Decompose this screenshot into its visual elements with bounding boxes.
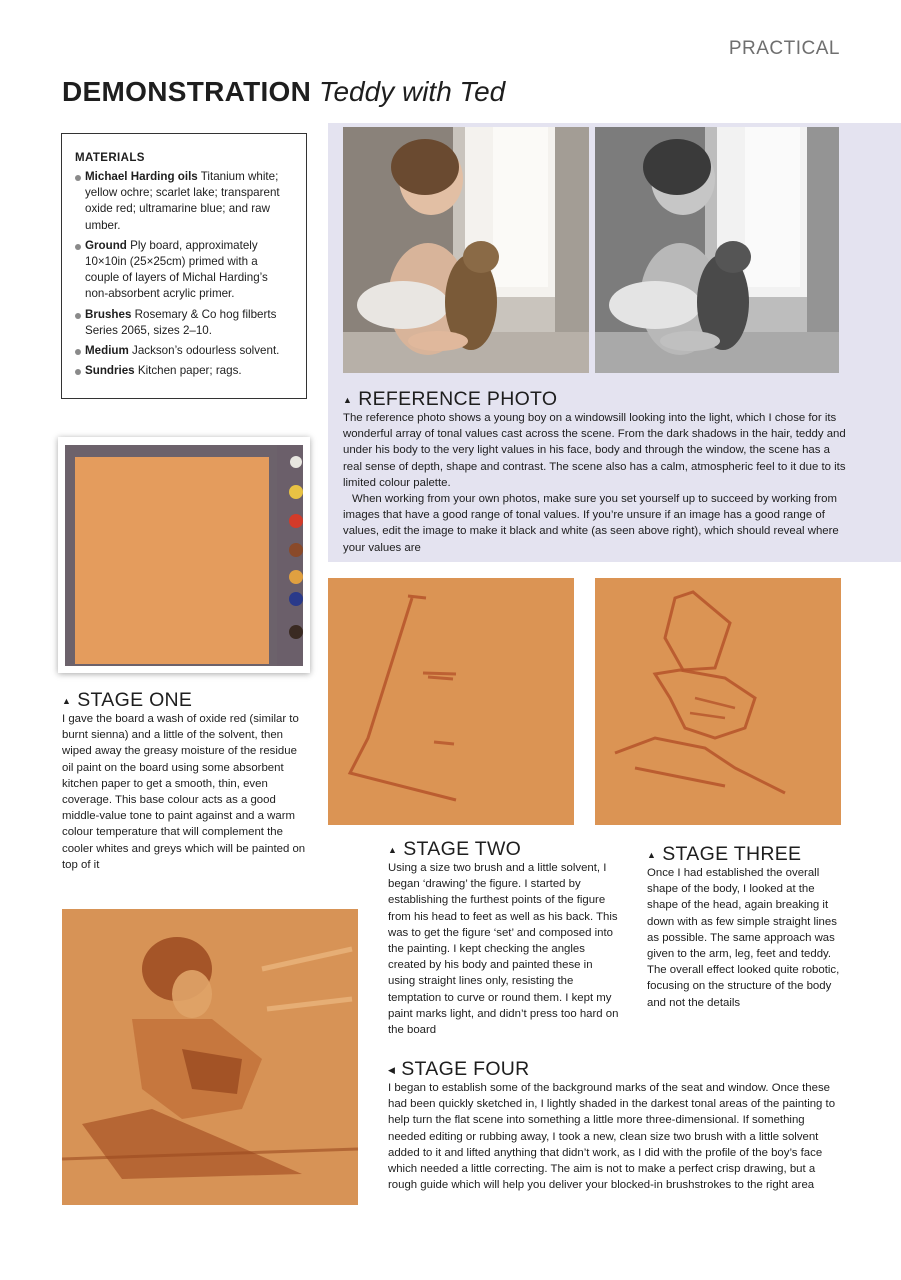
materials-item-label: Brushes — [85, 307, 132, 321]
materials-item-text: Titanium white; yellow ochre; scarlet lake; transparent oxide red; ultramarine blue; and raw umber. — [85, 170, 280, 232]
stage-four-heading-text: STAGE FOUR — [401, 1058, 530, 1080]
materials-item — [75, 363, 293, 379]
materials-item-label: Michael Harding oils — [85, 170, 198, 183]
up-arrow-icon: ▲ — [62, 696, 72, 706]
stage-three-painting — [595, 578, 841, 825]
stage-four-text: I began to establish some of the background marks of the seat and window. Once these had been quickly sketched in, I lightly shaded in the darkest tonal areas of the painting to help turn the flat scene into something a little more three-dimensional. If something needed editing or rubbing away, I took a new, clean size two brush with a little solvent added to it and lifted anything that didn’t work, as I did with the profile of the boy’s face which needed a little correcting. The aim is not to make a perfect crisp drawing, but a rough guide which will help you deliver your blocked-in brushstrokes to the right area — [388, 1082, 836, 1192]
stage-one-text: I gave the board a wash of oxide red (similar to burnt sienna) and a little of the solvent, then wiped away the greasy moisture of the residue oil paint on the board using some absorbent kitchen paper to get a smooth, thin, even coverage. This base colour acts as a good middle-value tone to paint against and a warm colour temperature that will complement the cooler whites and greys which will be painted on top of it — [62, 713, 306, 871]
stage-three-text: Once I had established the overall shape of the body, I looked at the shape of the head, again breaking it down with as few simple straight lines as possible. The same approach was given to the arm, leg, feet and teddy. The overall effect looked quite robotic, focusing on the structure of the body and not the details — [647, 867, 840, 1009]
stage-one-photo — [58, 437, 310, 673]
up-arrow-icon: ▲ — [343, 395, 353, 405]
page-title — [62, 76, 505, 108]
materials-item — [75, 238, 293, 303]
materials-item — [75, 307, 293, 339]
materials-box — [61, 133, 307, 399]
materials-item-text: Rosemary & Co hog filberts Series 2065, sizes 2–10. — [85, 307, 277, 337]
materials-item-text: Kitchen paper; rags. — [134, 364, 242, 378]
reference-photo-bw — [595, 127, 839, 373]
reference-paragraph-2: When working from your own photos, make sure you set yourself up to succeed by working from images that have a good range of tonal values. If you’re unsure if an image has a good range of values, edit the image to make it black and white (as seen above right), which should reveal where your values are — [343, 493, 839, 554]
reference-heading — [343, 388, 557, 411]
stage-two-heading — [388, 838, 521, 861]
left-arrow-icon: ◀ — [388, 1065, 396, 1075]
stage-two-text: Using a size two brush and a little solvent, I began ‘drawing’ the figure. I started by establishing the furthest points of the figure from his head to feet as well as his back. This was to get the figure ‘set’ and composed into the painting. I kept checking the angles created by his body and painted these in using straight lines only, resisting the temptation to curve or round them. I kept my paint marks light, and didn’t press too hard on the board — [388, 862, 619, 1037]
materials-item — [75, 343, 293, 359]
stage-one-heading — [62, 689, 192, 712]
reference-photo-color — [343, 127, 589, 373]
stage-four-painting — [62, 909, 358, 1205]
title-bold: DEMONSTRATION — [62, 76, 312, 107]
materials-item-text: Ply board, approximately 10×10in (25×25cm) primed with a couple of layers of Michal Harding’s non-absorbent acrylic primer. — [85, 238, 268, 301]
materials-item — [75, 169, 293, 234]
title-italic: Teddy with Ted — [318, 76, 506, 107]
stage-one-heading-text: STAGE ONE — [77, 689, 193, 711]
stage-three-heading — [647, 843, 801, 866]
up-arrow-icon: ▲ — [388, 845, 398, 855]
stage-three-heading-text: STAGE THREE — [662, 843, 802, 865]
reference-heading-text: REFERENCE PHOTO — [358, 388, 558, 410]
stage-two-heading-text: STAGE TWO — [403, 838, 522, 860]
reference-paragraph-1: The reference photo shows a young boy on a windowsill looking into the light, which I chose for its wonderful array of tonal values cast across the scene. From the dark shadows in the hair, teddy and under his body to the very light values in his face, body and through the window, the scene has a real sense of depth, shape and contrast. The scene also has a calm, atmospheric feel to it due to its limited colour palette. — [343, 412, 846, 489]
materials-list — [75, 169, 293, 379]
materials-heading: MATERIALS — [75, 152, 145, 164]
materials-item-label: Sundries — [85, 364, 135, 378]
materials-item-text: Jackson’s odourless solvent. — [128, 344, 280, 358]
stage-two-painting — [328, 578, 574, 825]
section-label: PRACTICAL — [728, 38, 840, 59]
reference-text — [343, 410, 848, 556]
materials-item-label: Medium — [85, 344, 129, 358]
stage-four-heading — [388, 1058, 530, 1081]
materials-item-label: Ground — [85, 238, 127, 252]
up-arrow-icon: ▲ — [647, 850, 657, 860]
